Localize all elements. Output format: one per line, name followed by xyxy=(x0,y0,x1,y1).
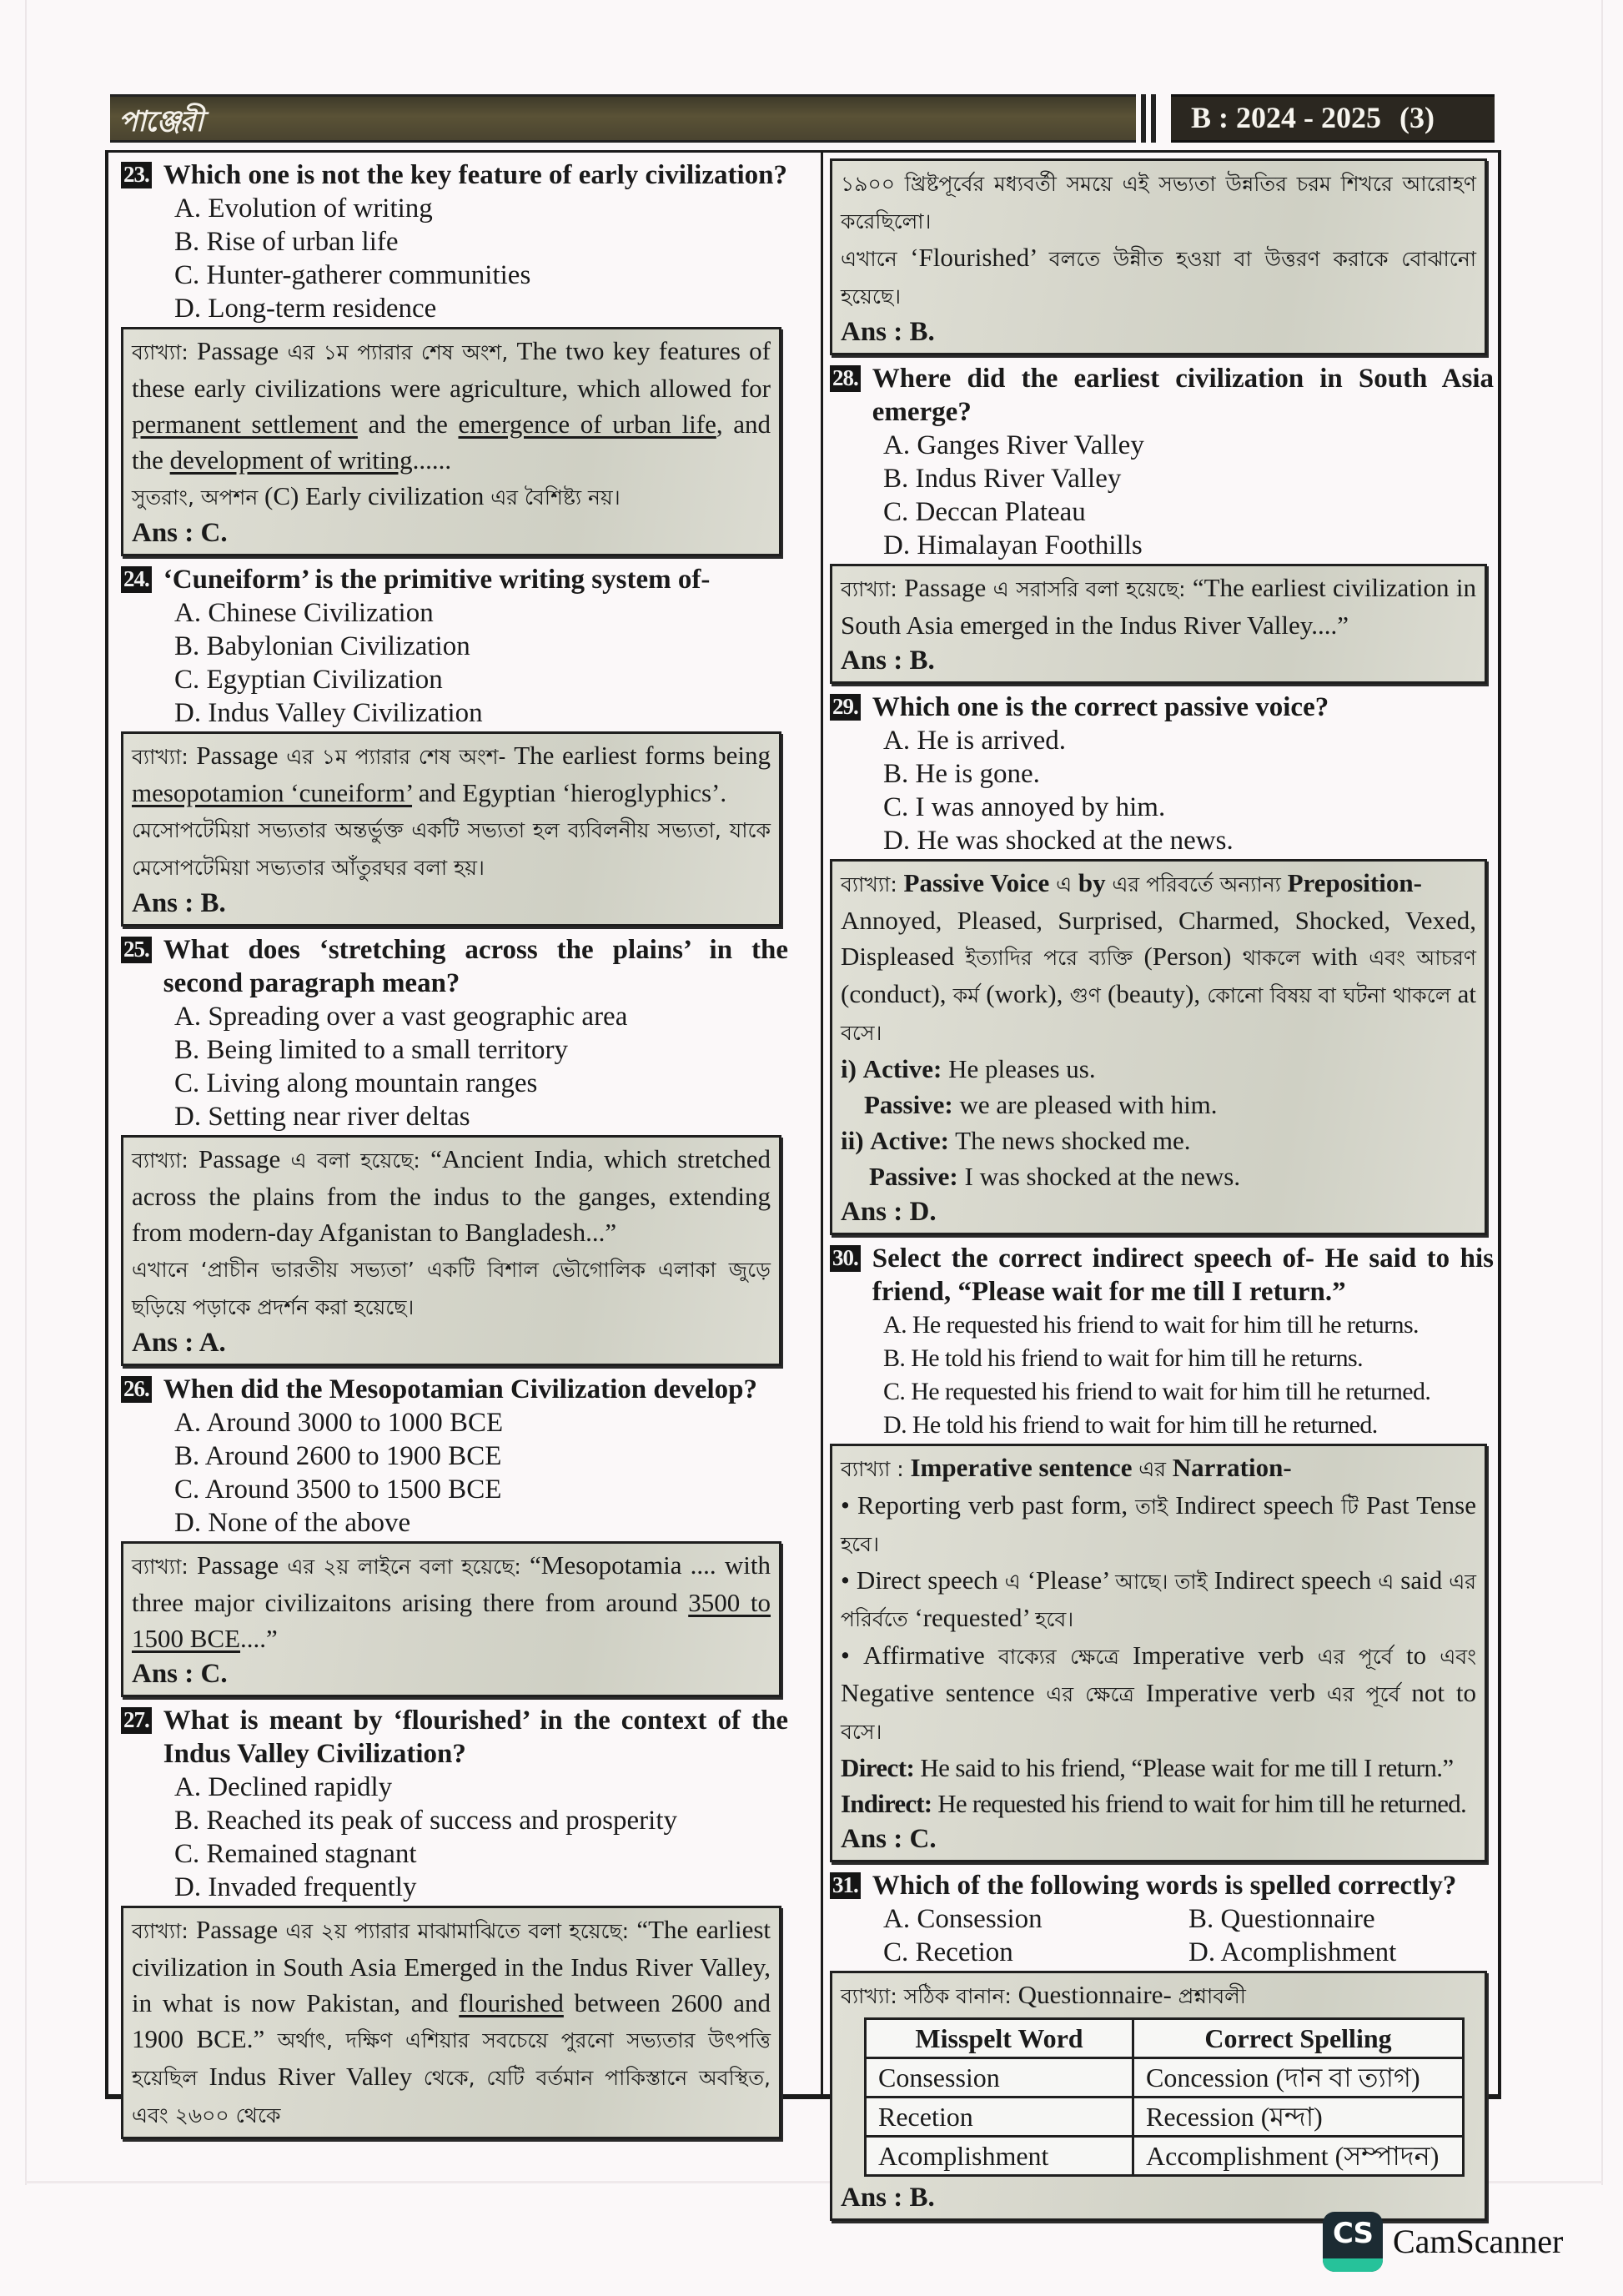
explanation-label: ব্যাখ্যা : xyxy=(841,1457,904,1481)
question-number: 26. xyxy=(121,1376,152,1403)
bullet-text: Imperative verb xyxy=(1133,1678,1327,1707)
explanation-label: ব্যাখ্যা: xyxy=(841,1984,897,2008)
question-27 xyxy=(121,1704,788,2139)
explanation-text-bn: এবং আচরণ xyxy=(1369,946,1476,970)
explanation-text: ‘Flourished’ xyxy=(897,243,1049,272)
explanation-box xyxy=(121,327,781,556)
example-text: I was shocked at the news. xyxy=(957,1162,1241,1191)
explanation-box xyxy=(121,1541,781,1697)
option-d: D. Setting near river deltas xyxy=(174,1102,470,1132)
bullet-text: • Affirmative xyxy=(841,1640,998,1670)
bullet-text: Negative sentence xyxy=(841,1678,1047,1707)
option-b: B. Being limited to a small territory xyxy=(174,1035,569,1065)
option-b: B. He is gone. xyxy=(883,759,1040,789)
right-column xyxy=(830,158,1494,2228)
misspelt-word: Recetion xyxy=(866,2098,1133,2137)
question-text: Where did the earliest civilization in South Asia emerge? xyxy=(872,364,1494,427)
explanation-text-bn: সুতরাং, অপশন xyxy=(132,485,259,510)
option-a: A. Declined rapidly xyxy=(174,1772,393,1802)
option-b: B. He told his friend to wait for him till he returns. xyxy=(883,1344,1363,1372)
answer: Ans : C. xyxy=(841,1824,937,1854)
explanation-text: (work), xyxy=(979,979,1070,1008)
explanation-text-bn: এর ১ম প্যারার শেষ অংশ- xyxy=(286,745,506,769)
explanation-text: and Egyptian ‘hieroglyphics’. xyxy=(412,778,727,807)
explanation-box xyxy=(830,859,1487,1235)
options-list xyxy=(121,1771,788,1904)
explanation-text-bn: এর পূর্বে xyxy=(1326,1682,1400,1706)
question-number: 31. xyxy=(830,1872,861,1899)
explanation-label: ব্যাখ্যা: xyxy=(841,872,897,897)
option-d: D. Invaded frequently xyxy=(174,1872,417,1902)
explanation-box xyxy=(830,1444,1487,1862)
option-c: C. Around 3500 to 1500 BCE xyxy=(174,1475,502,1505)
option-a: A. Ganges River Valley xyxy=(883,430,1144,460)
example-label: Passive: xyxy=(869,1162,958,1191)
option-d: D. Acomplishment xyxy=(1188,1937,1397,1967)
explanation-text-bn: প্রশ্নাবলী xyxy=(1178,1984,1246,2008)
option-d: D. He was shocked at the news. xyxy=(883,826,1234,856)
explanation-text: Passage xyxy=(188,336,288,365)
option-d: D. Long-term residence xyxy=(174,294,437,324)
option-c: C. Egyptian Civilization xyxy=(174,665,443,695)
options-list xyxy=(830,724,1494,857)
explanation-text-bn: হবে। xyxy=(841,1532,880,1556)
bullet-text: ‘requested’ xyxy=(907,1603,1036,1632)
example-text: He said to his friend, “Please wait for me till I return.” xyxy=(914,1753,1454,1782)
publisher-logo: পাঞ্জেরী xyxy=(118,105,204,138)
explanation-text: ...... xyxy=(412,445,452,475)
option-c: C. Recetion xyxy=(883,1937,1013,1967)
underlined-phrase: permanent settlement xyxy=(132,409,358,439)
explanation-text-bn: কোনো বিষয় বা ঘটনা থাকলে xyxy=(1207,983,1451,1007)
explanation-label: ব্যাখ্যা: xyxy=(841,577,897,601)
explanation-text-bn: গুণ xyxy=(1069,983,1101,1007)
option-c: C. Living along mountain ranges xyxy=(174,1068,538,1098)
explanation-text-bn: এর ১ম প্যারার শেষ অংশ, xyxy=(287,340,509,364)
explanation-text-bn: এ xyxy=(1004,1570,1021,1594)
bullet-text: not to xyxy=(1399,1678,1476,1707)
explanation-heading: Passive Voice xyxy=(897,868,1057,897)
explanation-label: ব্যাখ্যা: xyxy=(132,1919,188,1943)
answer: Ans : B. xyxy=(841,646,935,676)
explanation-label: ব্যাখ্যা: xyxy=(132,1555,188,1579)
explanation-text-bn: এ বলা হয়েছে: xyxy=(290,1148,420,1173)
example-text: we are pleased with him. xyxy=(952,1090,1218,1119)
explanation-text: “The earliest civilization in South Asia Emerged in the Indus River Valley, in what is now Pakistan, and xyxy=(132,1915,771,2017)
option-b: B. Indus River Valley xyxy=(883,464,1122,494)
question-23 xyxy=(121,158,788,556)
explanation-text-bn: এর পরির্বতে xyxy=(841,1570,1476,1631)
column-header: Misspelt Word xyxy=(866,2019,1133,2058)
option-a: A. Chinese Civilization xyxy=(174,598,434,628)
column-header: Correct Spelling xyxy=(1133,2019,1464,2058)
example-label: ii) Active: xyxy=(841,1126,949,1155)
explanation-text-bn: এর ২য় লাইনে বলা হয়েছে: xyxy=(287,1555,521,1579)
explanation-box xyxy=(121,731,781,927)
question-text: Which of the following words is spelled correctly? xyxy=(872,1871,1457,1901)
correct-spelling: Accomplishment (সম্পাদন) xyxy=(1133,2137,1464,2176)
explanation-heading: Imperative sentence xyxy=(903,1453,1139,1482)
question-number: 27. xyxy=(121,1707,152,1734)
page-header xyxy=(110,94,1495,143)
explanation-text-bn: এবং xyxy=(1440,1645,1476,1669)
explanation-text: Passage xyxy=(188,1144,291,1173)
explanation-text-bn: এখানে xyxy=(841,247,897,271)
explanation-text-bn: এর পূর্বে xyxy=(1317,1645,1393,1669)
table-row xyxy=(866,2137,1464,2176)
explanation-text-bn: এ সরাসরি বলা হয়েছে: xyxy=(992,577,1186,601)
question-24 xyxy=(121,563,788,927)
explanation-box xyxy=(121,1906,781,2139)
options-list xyxy=(121,192,788,325)
option-b: B. Reached its peak of success and prosperity xyxy=(174,1806,677,1836)
explanation-text: “Ancient India, which stretched across the plains from the indus to the ganges, extending from modern-day Afganistan to Bangladesh...” xyxy=(132,1144,771,1247)
header-banner xyxy=(110,94,1136,143)
answer: Ans : B. xyxy=(841,2183,935,2213)
option-b: B. Rise of urban life xyxy=(174,227,399,257)
explanation-text: The earliest forms being xyxy=(505,741,771,770)
camscanner-logo-icon: CS xyxy=(1323,2212,1383,2272)
option-d: D. Himalayan Foothills xyxy=(883,530,1143,560)
explanation-text-bn: ইত্যাদির পরে ব্যক্তি xyxy=(965,946,1133,970)
explanation-text: Passage xyxy=(188,1550,288,1580)
scan-edge xyxy=(25,0,27,2185)
option-d: D. He told his friend to wait for him till he returned. xyxy=(883,1411,1378,1439)
question-28 xyxy=(830,362,1494,684)
bullet-text: Indirect speech xyxy=(1207,1565,1379,1595)
explanation-text: at xyxy=(1450,979,1477,1008)
question-26 xyxy=(121,1373,788,1697)
explanation-text-bn: তাই xyxy=(1135,1495,1168,1519)
column-divider xyxy=(821,150,823,2098)
answer: Ans : D. xyxy=(841,1197,937,1227)
question-31 xyxy=(830,1869,1494,2221)
page-number: (3) xyxy=(1399,101,1435,134)
example-text: The news shocked me. xyxy=(948,1126,1191,1155)
option-d: D. None of the above xyxy=(174,1508,411,1538)
exam-label: B : 2024 - 2025 xyxy=(1191,101,1381,134)
camscanner-wordmark: CamScanner xyxy=(1393,2223,1564,2260)
question-text: Select the correct indirect speech of- He said to his friend, “Please wait for me till I return.” xyxy=(872,1243,1494,1307)
options-list xyxy=(830,1309,1494,1442)
explanation-box xyxy=(830,1971,1487,2221)
example-label: Direct: xyxy=(841,1753,915,1782)
misspelt-word: Acomplishment xyxy=(866,2137,1133,2176)
option-d: D. Indus Valley Civilization xyxy=(174,698,483,728)
explanation-text-bn: এ xyxy=(1056,872,1073,897)
explanation-text-bn: এখানে ‘প্রাচীন ভারতীয় সভ্যতা’ একটি বিশাল ভৌগোলিক এলাকা জুড়ে ছড়িয়ে পড়াকে প্রদর্শন করা হয়েছে। xyxy=(132,1258,771,1319)
bullet-text: said xyxy=(1394,1565,1450,1595)
bullet-text: Past Tense xyxy=(1358,1490,1476,1520)
underlined-phrase: emergence of urban life xyxy=(458,409,716,439)
question-30 xyxy=(830,1242,1494,1862)
explanation-text: (C) Early civilization xyxy=(258,481,491,510)
explanation-text: Passage xyxy=(188,741,287,770)
explanation-heading: by xyxy=(1072,868,1113,897)
explanation-text: “Mesopotamia .... with three major civilizaitons arising there from around xyxy=(132,1550,771,1617)
example-label: i) Active: xyxy=(841,1054,942,1083)
explanation-text-bn: কর্ম xyxy=(952,983,980,1007)
explanation-text-bn: এর xyxy=(1138,1457,1166,1481)
explanation-text-bn: এর ক্ষেত্রে xyxy=(1046,1682,1134,1706)
explanation-text: Indus River Valley xyxy=(197,2062,424,2091)
explanation-box xyxy=(121,1135,781,1366)
question-text: Which one is the correct passive voice? xyxy=(872,692,1329,722)
scan-edge xyxy=(1601,0,1603,2185)
answer: Ans : B. xyxy=(132,888,226,918)
explanation-text: (beauty), xyxy=(1100,979,1208,1008)
explanation-heading: Narration- xyxy=(1165,1453,1292,1482)
spelling-table xyxy=(864,2017,1465,2177)
question-text: What does ‘stretching across the plains’ in the second paragraph mean? xyxy=(163,935,788,998)
explanation-text-bn: বসে। xyxy=(841,1720,882,1744)
option-c: C. He requested his friend to wait for him till he returned. xyxy=(883,1378,1431,1405)
bullet-text: • Direct speech xyxy=(841,1565,1005,1595)
underlined-phrase: 3500 to 1500 BCE xyxy=(132,1588,771,1653)
option-c: C. Deccan Plateau xyxy=(883,497,1086,527)
option-b: B. Babylonian Civilization xyxy=(174,631,470,661)
question-number: 28. xyxy=(830,365,861,392)
example-label: Indirect: xyxy=(841,1789,932,1818)
exam-label-box xyxy=(1171,94,1495,143)
explanation-text-bn: ১৯০০ খ্রিষ্টপূর্বের মধ্যবর্তী সময়ে এই সভ্যতা উন্নতির চরম শিখরে আরোহণ করেছিলো। xyxy=(841,172,1476,234)
explanation-text: (conduct), xyxy=(841,979,953,1008)
question-text: ‘Cuneiform’ is the primitive writing system of- xyxy=(163,565,711,595)
question-text: When did the Mesopotamian Civilization develop? xyxy=(163,1374,758,1404)
question-number: 30. xyxy=(830,1245,861,1272)
explanation-text-bn: মেসোপটেমিয়া সভ্যতার অন্তর্ভুক্ত একটি সভ্যতা হল ব্যবিলনীয় সভ্যতা, যাকে মেসোপটেমিয়া সভ্যতার আঁতুরঘর বলা হয়। xyxy=(132,818,771,880)
bullet-text: ‘Please’ xyxy=(1020,1565,1116,1595)
explanation-text: ....” xyxy=(240,1624,278,1653)
options-grid xyxy=(830,1902,1494,1969)
bullet-text: • Reporting verb past form, xyxy=(841,1490,1136,1520)
correct-spelling: Concession (দান বা ত্যাগ) xyxy=(1133,2058,1464,2098)
explanation-text-bn: বসে। xyxy=(841,1021,882,1045)
explanation-text-bn: থাকলে xyxy=(1242,946,1301,970)
underlined-phrase: development of writing xyxy=(169,445,413,475)
option-c: C. Hunter-gatherer communities xyxy=(174,260,531,290)
explanation-text-bn: এ xyxy=(1378,1570,1394,1594)
explanation-text: (Person) xyxy=(1133,942,1243,971)
explanation-text-bn: এর বৈশিষ্ট্য নয়। xyxy=(490,485,621,510)
explanation-box xyxy=(830,564,1487,684)
left-column xyxy=(121,158,788,2146)
option-a: A. Evolution of writing xyxy=(174,193,433,224)
bullet-text: Imperative verb xyxy=(1118,1640,1318,1670)
question-number: 23. xyxy=(121,162,152,188)
options-list xyxy=(121,596,788,730)
example-text: He pleases us. xyxy=(942,1054,1096,1083)
answer: Ans : A. xyxy=(132,1328,226,1358)
explanation-text: , and the xyxy=(132,409,771,475)
explanation-text: and the xyxy=(357,409,459,439)
underlined-phrase: flourished xyxy=(459,1988,564,2017)
explanation-text-bn: টি xyxy=(1341,1495,1359,1519)
explanation-text: Questionnaire- xyxy=(1011,1980,1178,2009)
question-number: 25. xyxy=(121,937,152,963)
explanation-text-bn: বলতে উন্নীত হওয়া বা উত্তরণ করাকে বোঝানো হয়েছে। xyxy=(841,247,1476,309)
explanation-text-bn: আছে। তাই xyxy=(1115,1570,1208,1594)
explanation-text: between 2600 and 1900 BCE.” xyxy=(132,1988,771,2053)
explanation-text-bn: এর ২য় প্যারার মাঝামাঝিতে বলা হয়েছে: xyxy=(285,1919,630,1943)
explanation-text-bn: বাক্যের ক্ষেত্রে xyxy=(997,1645,1119,1669)
table-header-row xyxy=(866,2019,1464,2058)
explanation-text: “The earliest civilization in South Asia emerged in the Indus River Valley....” xyxy=(841,573,1476,640)
header-divider-bars xyxy=(1138,94,1163,143)
explanation-text: Passage xyxy=(897,573,993,602)
explanation-text: with xyxy=(1300,942,1369,971)
answer: Ans : C. xyxy=(132,518,228,548)
example-label: Passive: xyxy=(864,1090,953,1119)
bullet-text: to xyxy=(1392,1640,1440,1670)
question-text: What is meant by ‘flourished’ in the context of the Indus Valley Civilization? xyxy=(163,1706,788,1769)
option-a: A. Around 3000 to 1000 BCE xyxy=(174,1408,504,1438)
option-a: A. Consession xyxy=(883,1904,1043,1934)
option-a: A. He is arrived. xyxy=(883,726,1067,756)
explanation-label: ব্যাখ্যা: xyxy=(132,340,188,364)
explanation-text-bn: হবে। xyxy=(1035,1607,1074,1631)
underlined-phrase: mesopotamion ‘cuneiform’ xyxy=(132,778,413,807)
table-row xyxy=(866,2098,1464,2137)
explanation-text-bn: এর পরিবর্তে অন্যান্য xyxy=(1112,872,1281,897)
misspelt-word: Consession xyxy=(866,2058,1133,2098)
option-c: C. Remained stagnant xyxy=(174,1839,417,1869)
answer: Ans : C. xyxy=(132,1659,228,1689)
explanation-text-bn: অর্থাৎ, দক্ষিণ এশিয়ার সবচেয়ে পুরনো সভ্যতার উৎপত্তি হয়েছিল xyxy=(132,2028,771,2090)
bullet-text: Indirect speech xyxy=(1168,1490,1342,1520)
options-list xyxy=(121,1406,788,1540)
question-number: 24. xyxy=(121,566,152,593)
correct-spelling: Recession (মন্দা) xyxy=(1133,2098,1464,2137)
question-text: Which one is not the key feature of early civilization? xyxy=(163,160,787,190)
explanation-box-continued xyxy=(830,158,1487,355)
answer: Ans : B. xyxy=(841,317,935,347)
question-number: 29. xyxy=(830,694,861,721)
explanation-label: ব্যাখ্যা: xyxy=(132,745,188,769)
explanation-text: The two key features of these early civilizations were agriculture, which allowed for xyxy=(132,336,771,403)
explanation-label: ব্যাখ্যা: xyxy=(132,1148,188,1173)
table-row xyxy=(866,2058,1464,2098)
options-list xyxy=(830,429,1494,562)
example-text: He requested his friend to wait for him till he returned. xyxy=(932,1789,1466,1818)
explanation-text-bn: থেকে, যেটি বর্তমান পাকিস্তানে অবস্থিত, এবং ২৬০০ থেকে xyxy=(132,2066,771,2128)
option-a: A. Spreading over a vast geographic area xyxy=(174,1002,628,1032)
options-list xyxy=(121,1000,788,1133)
explanation-heading: Preposition- xyxy=(1280,868,1422,897)
option-c: C. I was annoyed by him. xyxy=(883,792,1166,822)
explanation-text-bn: সঠিক বানান: xyxy=(897,1984,1012,2008)
question-29 xyxy=(830,691,1494,1235)
option-b: B. Questionnaire xyxy=(1188,1904,1375,1934)
question-25 xyxy=(121,933,788,1366)
explanation-text: Annoyed, Pleased, Surprised, Charmed, Shocked, Vexed, Displeased xyxy=(841,906,1476,971)
option-b: B. Around 2600 to 1900 BCE xyxy=(174,1441,502,1471)
explanation-text: Passage xyxy=(188,1915,286,1944)
option-a: A. He requested his friend to wait for him till he returns. xyxy=(883,1311,1419,1339)
